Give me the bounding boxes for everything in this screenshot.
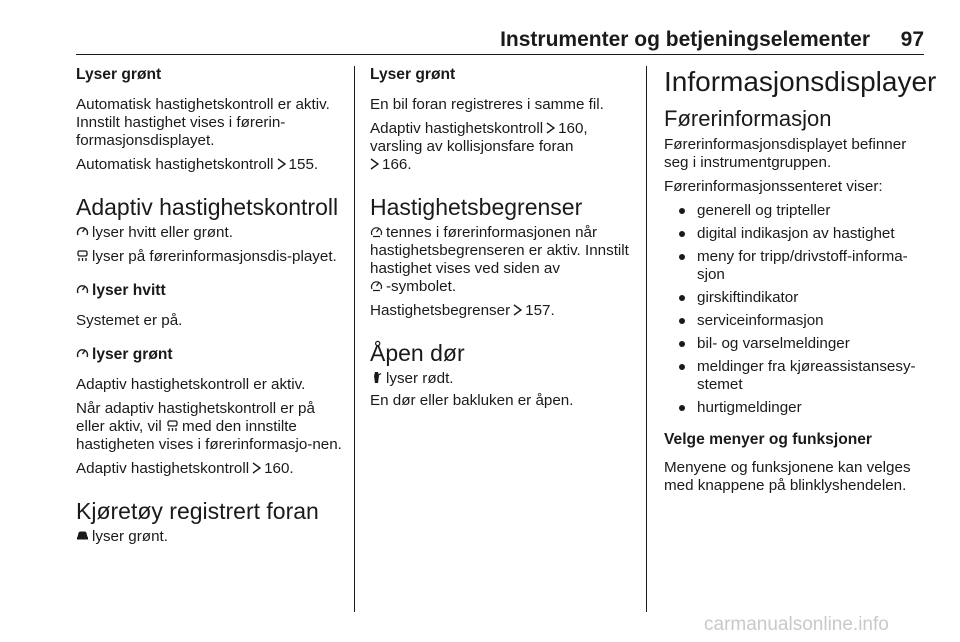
vehicle-ahead-icon <box>166 419 179 432</box>
list-item: girskiftindikator <box>664 289 934 307</box>
section-heading: Hastighetsbegrenser <box>370 194 583 220</box>
paragraph: lyser hvitt eller grønt. <box>76 224 346 242</box>
chapter-heading: Informasjonsdisplayer <box>664 66 937 97</box>
page-header <box>76 26 924 54</box>
subheading: Lyser grønt <box>370 66 456 83</box>
paragraph: En dør eller bakluken er åpen. <box>370 392 574 409</box>
section-heading: Åpen dør <box>370 340 465 366</box>
vehicle-ahead-icon <box>76 249 89 262</box>
subheading: Lyser grønt <box>76 66 162 83</box>
paragraph: Adaptiv hastighetskontroll 160, varsling av kollisjonsfare foran 166. <box>370 120 588 173</box>
paragraph: lyser rødt. <box>370 370 634 388</box>
list-item: generell og tripteller <box>664 202 934 220</box>
column-1 <box>76 66 346 546</box>
cruise-control-icon <box>76 347 89 360</box>
subheading: lyser hvitt <box>76 282 346 300</box>
paragraph: Hastighetsbegrenser 157. <box>370 302 555 319</box>
page-ref-icon <box>513 304 522 316</box>
column-divider <box>646 66 647 612</box>
door-open-icon <box>370 371 383 384</box>
list-item: hurtigmeldinger <box>664 399 934 417</box>
paragraph: Når adaptiv hastighetskontroll er på eller aktiv, vil med den innstilte hastigheten vises i førerinformasjo-nen. <box>76 400 342 453</box>
vehicle-ahead-icon <box>76 529 89 542</box>
paragraph: Førerinformasjonsdisplayet befinner seg i instrumentgruppen. <box>664 136 907 171</box>
paragraph: Førerinformasjonssenteret viser: <box>664 178 883 195</box>
paragraph: Automatisk hastighetskontroll 155. <box>76 156 319 173</box>
page-ref-icon <box>546 122 555 134</box>
feature-list <box>664 202 934 417</box>
list-item: digital indikasjon av hastighet <box>664 225 934 243</box>
list-item: serviceinformasjon <box>664 312 934 330</box>
subheading: lyser grønt <box>76 346 346 364</box>
paragraph: Menyene og funksjonene kan velges med knappene på blinklyshendelen. <box>664 459 911 494</box>
page-ref-icon <box>277 158 286 170</box>
paragraph: lyser på førerinformasjonsdis-playet. <box>76 248 346 266</box>
speed-limiter-icon <box>370 279 383 292</box>
paragraph: Adaptiv hastighetskontroll er aktiv. <box>76 376 306 393</box>
subheading: Velge menyer og funksjoner <box>664 431 872 448</box>
list-item: meldinger fra kjøreassistansesy-stemet <box>664 358 934 394</box>
page-ref-icon <box>252 462 261 474</box>
paragraph: En bil foran registreres i samme fil. <box>370 96 604 113</box>
paragraph: lyser grønt. <box>76 528 346 546</box>
column-2 <box>370 66 634 410</box>
cruise-control-icon <box>76 225 89 238</box>
watermark: carmanualsonline.info <box>704 614 889 635</box>
speed-limiter-icon <box>370 225 383 238</box>
paragraph: Systemet er på. <box>76 312 183 329</box>
paragraph: tennes i førerinformasjonen når hastighetsbegrenseren er aktiv. Innstilt hastighet vises ved siden av -symbolet. <box>370 224 629 295</box>
list-item: meny for tripp/drivstoff-informa-sjon <box>664 248 934 284</box>
column-divider <box>354 66 355 612</box>
page-number: 97 <box>900 28 924 51</box>
column-3 <box>664 66 937 495</box>
list-item: bil- og varselmeldinger <box>664 335 934 353</box>
section-heading: Førerinformasjon <box>664 106 832 131</box>
paragraph: Automatisk hastighetskontroll er aktiv. Innstilt hastighet vises i førerin-formasjonsdisplayet. <box>76 96 330 149</box>
page-ref-icon <box>370 158 379 170</box>
page-header-title: Instrumenter og betjeningselementer <box>500 28 870 51</box>
header-rule <box>76 54 924 55</box>
section-heading: Adaptiv hastighetskontroll <box>76 194 339 220</box>
cruise-control-icon <box>76 283 89 296</box>
paragraph: Adaptiv hastighetskontroll 160. <box>76 460 294 477</box>
section-heading: Kjøretøy registrert foran <box>76 498 319 524</box>
